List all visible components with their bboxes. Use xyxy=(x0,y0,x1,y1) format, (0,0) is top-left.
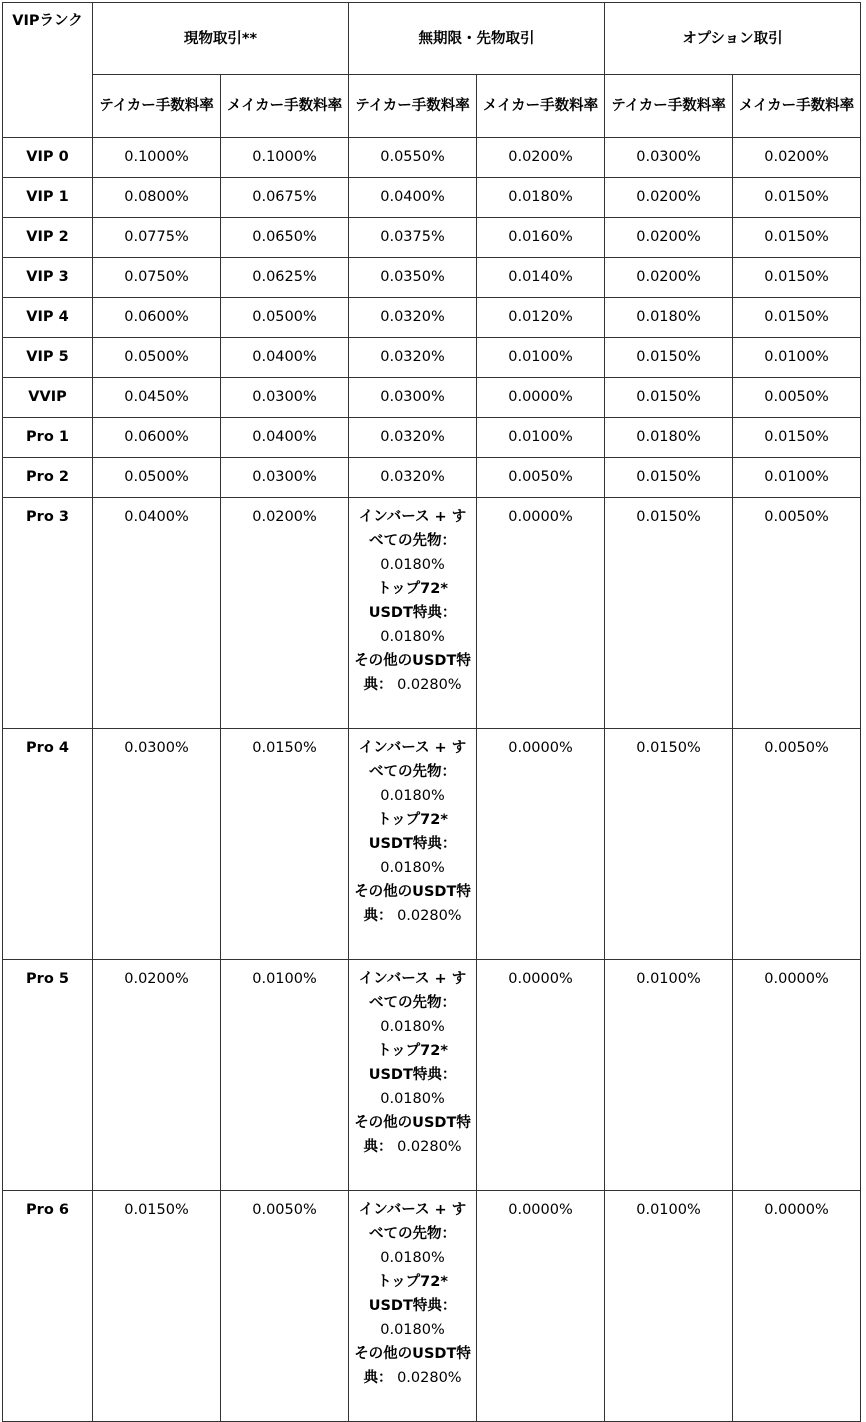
options-maker-header: メイカー手数料率 xyxy=(733,75,861,138)
inverse-all-futures-label: インバース + すべての先物： xyxy=(358,1202,467,1242)
rank-cell: VIP 2 xyxy=(3,218,93,258)
top72-usdt-label: トップ72* USDT特典： xyxy=(368,581,457,621)
futures-maker-cell: 0.0140% xyxy=(477,258,605,298)
spot-taker-cell: 0.0500% xyxy=(93,338,221,378)
inverse-all-futures-value: 0.0180% xyxy=(380,1019,445,1035)
futures-taker-cell: 0.0320% xyxy=(349,418,477,458)
other-usdt-label: その他のUSDT特典： xyxy=(354,884,471,924)
futures-maker-cell: 0.0160% xyxy=(477,218,605,258)
spot-taker-cell: 0.0775% xyxy=(93,218,221,258)
table-row xyxy=(3,218,861,258)
table-row xyxy=(3,298,861,338)
inverse-all-futures-value: 0.0180% xyxy=(380,1250,445,1266)
table-row xyxy=(3,458,861,498)
options-maker-cell: 0.0050% xyxy=(733,498,861,729)
inverse-all-futures-value: 0.0180% xyxy=(380,557,445,573)
other-usdt-value: 0.0280% xyxy=(397,1139,462,1155)
vip-fee-table xyxy=(2,2,861,1422)
spot-maker-cell: 0.0150% xyxy=(221,729,349,960)
futures-taker-detail-cell xyxy=(349,498,477,729)
options-taker-cell: 0.0300% xyxy=(605,138,733,178)
rank-cell: Pro 4 xyxy=(3,729,93,960)
header-sub-row xyxy=(3,75,861,138)
inverse-all-futures-label: インバース + すべての先物： xyxy=(358,971,467,1011)
futures-maker-cell: 0.0000% xyxy=(477,960,605,1191)
top72-usdt-label: トップ72* USDT特典： xyxy=(368,1274,457,1314)
top72-usdt-value: 0.0180% xyxy=(380,629,445,645)
options-maker-cell: 0.0050% xyxy=(733,378,861,418)
options-maker-cell: 0.0000% xyxy=(733,1191,861,1422)
futures-maker-header: メイカー手数料率 xyxy=(477,75,605,138)
spot-maker-header: メイカー手数料率 xyxy=(221,75,349,138)
top72-usdt-value: 0.0180% xyxy=(380,860,445,876)
futures-maker-cell: 0.0000% xyxy=(477,729,605,960)
futures-taker-cell: 0.0550% xyxy=(349,138,477,178)
inverse-all-futures-label: インバース + すべての先物： xyxy=(358,740,467,780)
options-taker-cell: 0.0150% xyxy=(605,498,733,729)
table-row xyxy=(3,1191,861,1422)
options-maker-cell: 0.0050% xyxy=(733,729,861,960)
table-row xyxy=(3,138,861,178)
table-row xyxy=(3,338,861,378)
table-row xyxy=(3,960,861,1191)
futures-taker-cell: 0.0350% xyxy=(349,258,477,298)
other-usdt-label: その他のUSDT特典： xyxy=(354,653,471,693)
options-taker-cell: 0.0150% xyxy=(605,458,733,498)
other-usdt-value: 0.0280% xyxy=(397,1370,462,1386)
rank-cell: Pro 5 xyxy=(3,960,93,1191)
rank-cell: VIP 1 xyxy=(3,178,93,218)
futures-taker-cell: 0.0300% xyxy=(349,378,477,418)
options-taker-cell: 0.0200% xyxy=(605,218,733,258)
rank-cell: VIP 3 xyxy=(3,258,93,298)
inverse-all-futures-value: 0.0180% xyxy=(380,788,445,804)
spot-maker-cell: 0.0675% xyxy=(221,178,349,218)
other-usdt-value: 0.0280% xyxy=(397,677,462,693)
other-usdt-value: 0.0280% xyxy=(397,908,462,924)
options-maker-cell: 0.0200% xyxy=(733,138,861,178)
options-maker-cell: 0.0150% xyxy=(733,178,861,218)
spot-taker-header: テイカー手数料率 xyxy=(93,75,221,138)
options-taker-cell: 0.0150% xyxy=(605,338,733,378)
futures-taker-detail-cell xyxy=(349,1191,477,1422)
futures-taker-cell: 0.0320% xyxy=(349,458,477,498)
spot-maker-cell: 0.0625% xyxy=(221,258,349,298)
futures-trading-header: 無期限・先物取引 xyxy=(349,3,605,75)
options-taker-cell: 0.0150% xyxy=(605,729,733,960)
spot-maker-cell: 0.0100% xyxy=(221,960,349,1191)
spot-taker-cell: 0.0450% xyxy=(93,378,221,418)
table-row xyxy=(3,729,861,960)
spot-maker-cell: 0.1000% xyxy=(221,138,349,178)
spot-taker-cell: 0.1000% xyxy=(93,138,221,178)
spot-taker-cell: 0.0600% xyxy=(93,298,221,338)
spot-maker-cell: 0.0400% xyxy=(221,418,349,458)
options-taker-cell: 0.0150% xyxy=(605,378,733,418)
table-row xyxy=(3,178,861,218)
other-usdt-label: その他のUSDT特典： xyxy=(354,1346,471,1386)
spot-maker-cell: 0.0500% xyxy=(221,298,349,338)
options-taker-cell: 0.0200% xyxy=(605,258,733,298)
futures-maker-cell: 0.0120% xyxy=(477,298,605,338)
futures-taker-cell: 0.0320% xyxy=(349,298,477,338)
options-maker-cell: 0.0150% xyxy=(733,258,861,298)
spot-taker-cell: 0.0400% xyxy=(93,498,221,729)
spot-maker-cell: 0.0400% xyxy=(221,338,349,378)
spot-taker-cell: 0.0750% xyxy=(93,258,221,298)
options-trading-header: オプション取引 xyxy=(605,3,861,75)
spot-trading-header: 現物取引** xyxy=(93,3,349,75)
options-taker-cell: 0.0200% xyxy=(605,178,733,218)
rank-cell: Pro 2 xyxy=(3,458,93,498)
spot-taker-cell: 0.0150% xyxy=(93,1191,221,1422)
top72-usdt-value: 0.0180% xyxy=(380,1091,445,1107)
futures-maker-cell: 0.0180% xyxy=(477,178,605,218)
other-usdt-label: その他のUSDT特典： xyxy=(354,1115,471,1155)
futures-maker-cell: 0.0000% xyxy=(477,1191,605,1422)
spot-taker-cell: 0.0600% xyxy=(93,418,221,458)
table-row xyxy=(3,258,861,298)
spot-maker-cell: 0.0200% xyxy=(221,498,349,729)
futures-maker-cell: 0.0000% xyxy=(477,378,605,418)
spot-taker-cell: 0.0800% xyxy=(93,178,221,218)
rank-cell: Pro 6 xyxy=(3,1191,93,1422)
options-maker-cell: 0.0100% xyxy=(733,338,861,378)
top72-usdt-value: 0.0180% xyxy=(380,1322,445,1338)
header-group-row xyxy=(3,3,861,75)
options-taker-header: テイカー手数料率 xyxy=(605,75,733,138)
rank-cell: VVIP xyxy=(3,378,93,418)
futures-taker-detail-cell xyxy=(349,960,477,1191)
inverse-all-futures-label: インバース + すべての先物： xyxy=(358,509,467,549)
spot-taker-cell: 0.0500% xyxy=(93,458,221,498)
futures-taker-cell: 0.0400% xyxy=(349,178,477,218)
options-taker-cell: 0.0100% xyxy=(605,1191,733,1422)
table-row xyxy=(3,418,861,458)
futures-taker-cell: 0.0320% xyxy=(349,338,477,378)
options-maker-cell: 0.0100% xyxy=(733,458,861,498)
rank-cell: VIP 0 xyxy=(3,138,93,178)
options-maker-cell: 0.0150% xyxy=(733,298,861,338)
futures-taker-detail-cell xyxy=(349,729,477,960)
futures-taker-cell: 0.0375% xyxy=(349,218,477,258)
rank-cell: VIP 4 xyxy=(3,298,93,338)
top72-usdt-label: トップ72* USDT特典： xyxy=(368,1043,457,1083)
rank-cell: Pro 1 xyxy=(3,418,93,458)
vip-rank-header: VIPランク xyxy=(3,3,93,138)
options-maker-cell: 0.0150% xyxy=(733,418,861,458)
spot-maker-cell: 0.0300% xyxy=(221,378,349,418)
rank-cell: Pro 3 xyxy=(3,498,93,729)
futures-maker-cell: 0.0050% xyxy=(477,458,605,498)
options-taker-cell: 0.0180% xyxy=(605,418,733,458)
futures-maker-cell: 0.0200% xyxy=(477,138,605,178)
futures-maker-cell: 0.0100% xyxy=(477,418,605,458)
table-row xyxy=(3,498,861,729)
futures-taker-header: テイカー手数料率 xyxy=(349,75,477,138)
table-row xyxy=(3,378,861,418)
options-maker-cell: 0.0000% xyxy=(733,960,861,1191)
spot-taker-cell: 0.0200% xyxy=(93,960,221,1191)
spot-maker-cell: 0.0650% xyxy=(221,218,349,258)
futures-maker-cell: 0.0000% xyxy=(477,498,605,729)
spot-maker-cell: 0.0300% xyxy=(221,458,349,498)
rank-cell: VIP 5 xyxy=(3,338,93,378)
options-maker-cell: 0.0150% xyxy=(733,218,861,258)
top72-usdt-label: トップ72* USDT特典： xyxy=(368,812,457,852)
spot-maker-cell: 0.0050% xyxy=(221,1191,349,1422)
options-taker-cell: 0.0180% xyxy=(605,298,733,338)
futures-maker-cell: 0.0100% xyxy=(477,338,605,378)
spot-taker-cell: 0.0300% xyxy=(93,729,221,960)
options-taker-cell: 0.0100% xyxy=(605,960,733,1191)
